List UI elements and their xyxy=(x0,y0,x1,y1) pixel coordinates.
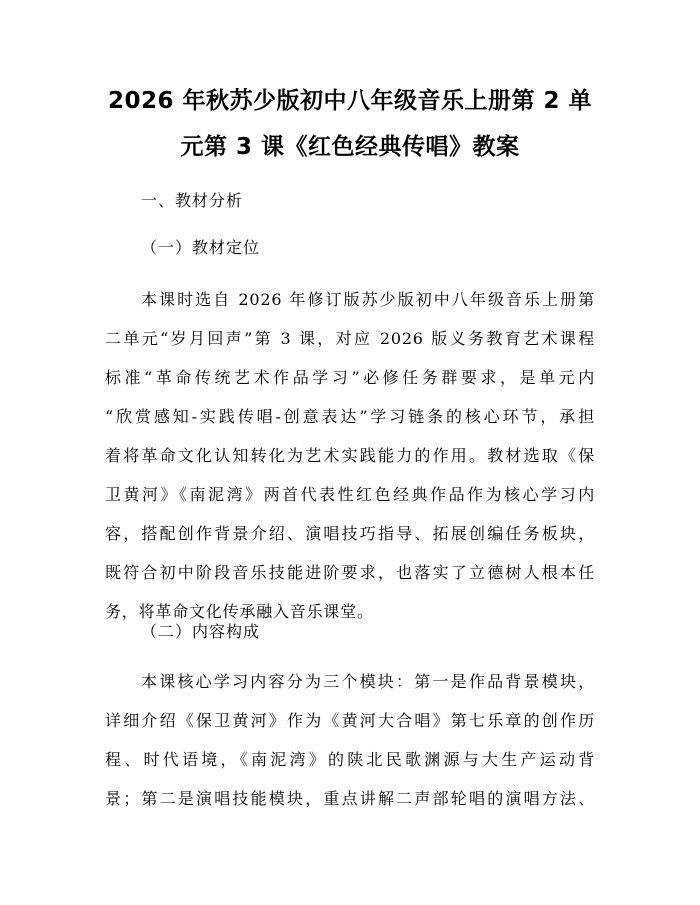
paragraph-line: 务，将革命文化传承融入音乐课堂。 xyxy=(105,602,374,621)
paragraph-line: 着将革命文化认知转化为艺术实践能力的作用。教材选取《保 xyxy=(105,446,595,465)
paragraph-line: 景；第二是演唱技能模块，重点讲解二声部轮唱的演唱方法、 xyxy=(105,789,595,808)
document-title-line-1: 2026 年秋苏少版初中八年级音乐上册第 2 单 xyxy=(107,88,593,114)
paragraph-line: 标准“革命传统艺术作品学习”必修任务群要求，是单元内 xyxy=(105,368,595,387)
paragraph-line: 本课核心学习内容分为三个模块：第一是作品背景模块， xyxy=(141,672,595,691)
paragraph-line: 二单元“岁月回声”第 3 课，对应 2026 版义务教育艺术课程 xyxy=(105,329,595,348)
paragraph-line: 本课时选自 2026 年修订版苏少版初中八年级音乐上册第 xyxy=(141,290,595,309)
paragraph-line: 详细介绍《保卫黄河》作为《黄河大合唱》第七乐章的创作历 xyxy=(105,711,595,730)
paragraph-line: 程、时代语境，《南泥湾》的陕北民歌渊源与大生产运动背 xyxy=(105,750,595,769)
paragraph-line: 卫黄河》《南泥湾》两首代表性红色经典作品作为核心学习内 xyxy=(105,485,595,504)
subsection-heading-content-structure: （二）内容构成 xyxy=(141,622,261,641)
section-heading-textbook-analysis: 一、教材分析 xyxy=(141,191,244,210)
paragraph-line: “欣赏感知-实践传唱-创意表达”学习链条的核心环节，承担 xyxy=(105,407,595,426)
paragraph-positioning xyxy=(105,280,595,631)
subsection-heading-positioning: （一）教材定位 xyxy=(141,238,261,257)
paragraph-line: 容，搭配创作背景介绍、演唱技巧指导、拓展创编任务板块， xyxy=(105,524,595,543)
document-title-line-2: 元第 3 课《红色经典传唱》教案 xyxy=(180,134,520,160)
paragraph-content-structure xyxy=(105,662,595,818)
paragraph-line: 既符合初中阶段音乐技能进阶要求，也落实了立德树人根本任 xyxy=(105,563,595,582)
